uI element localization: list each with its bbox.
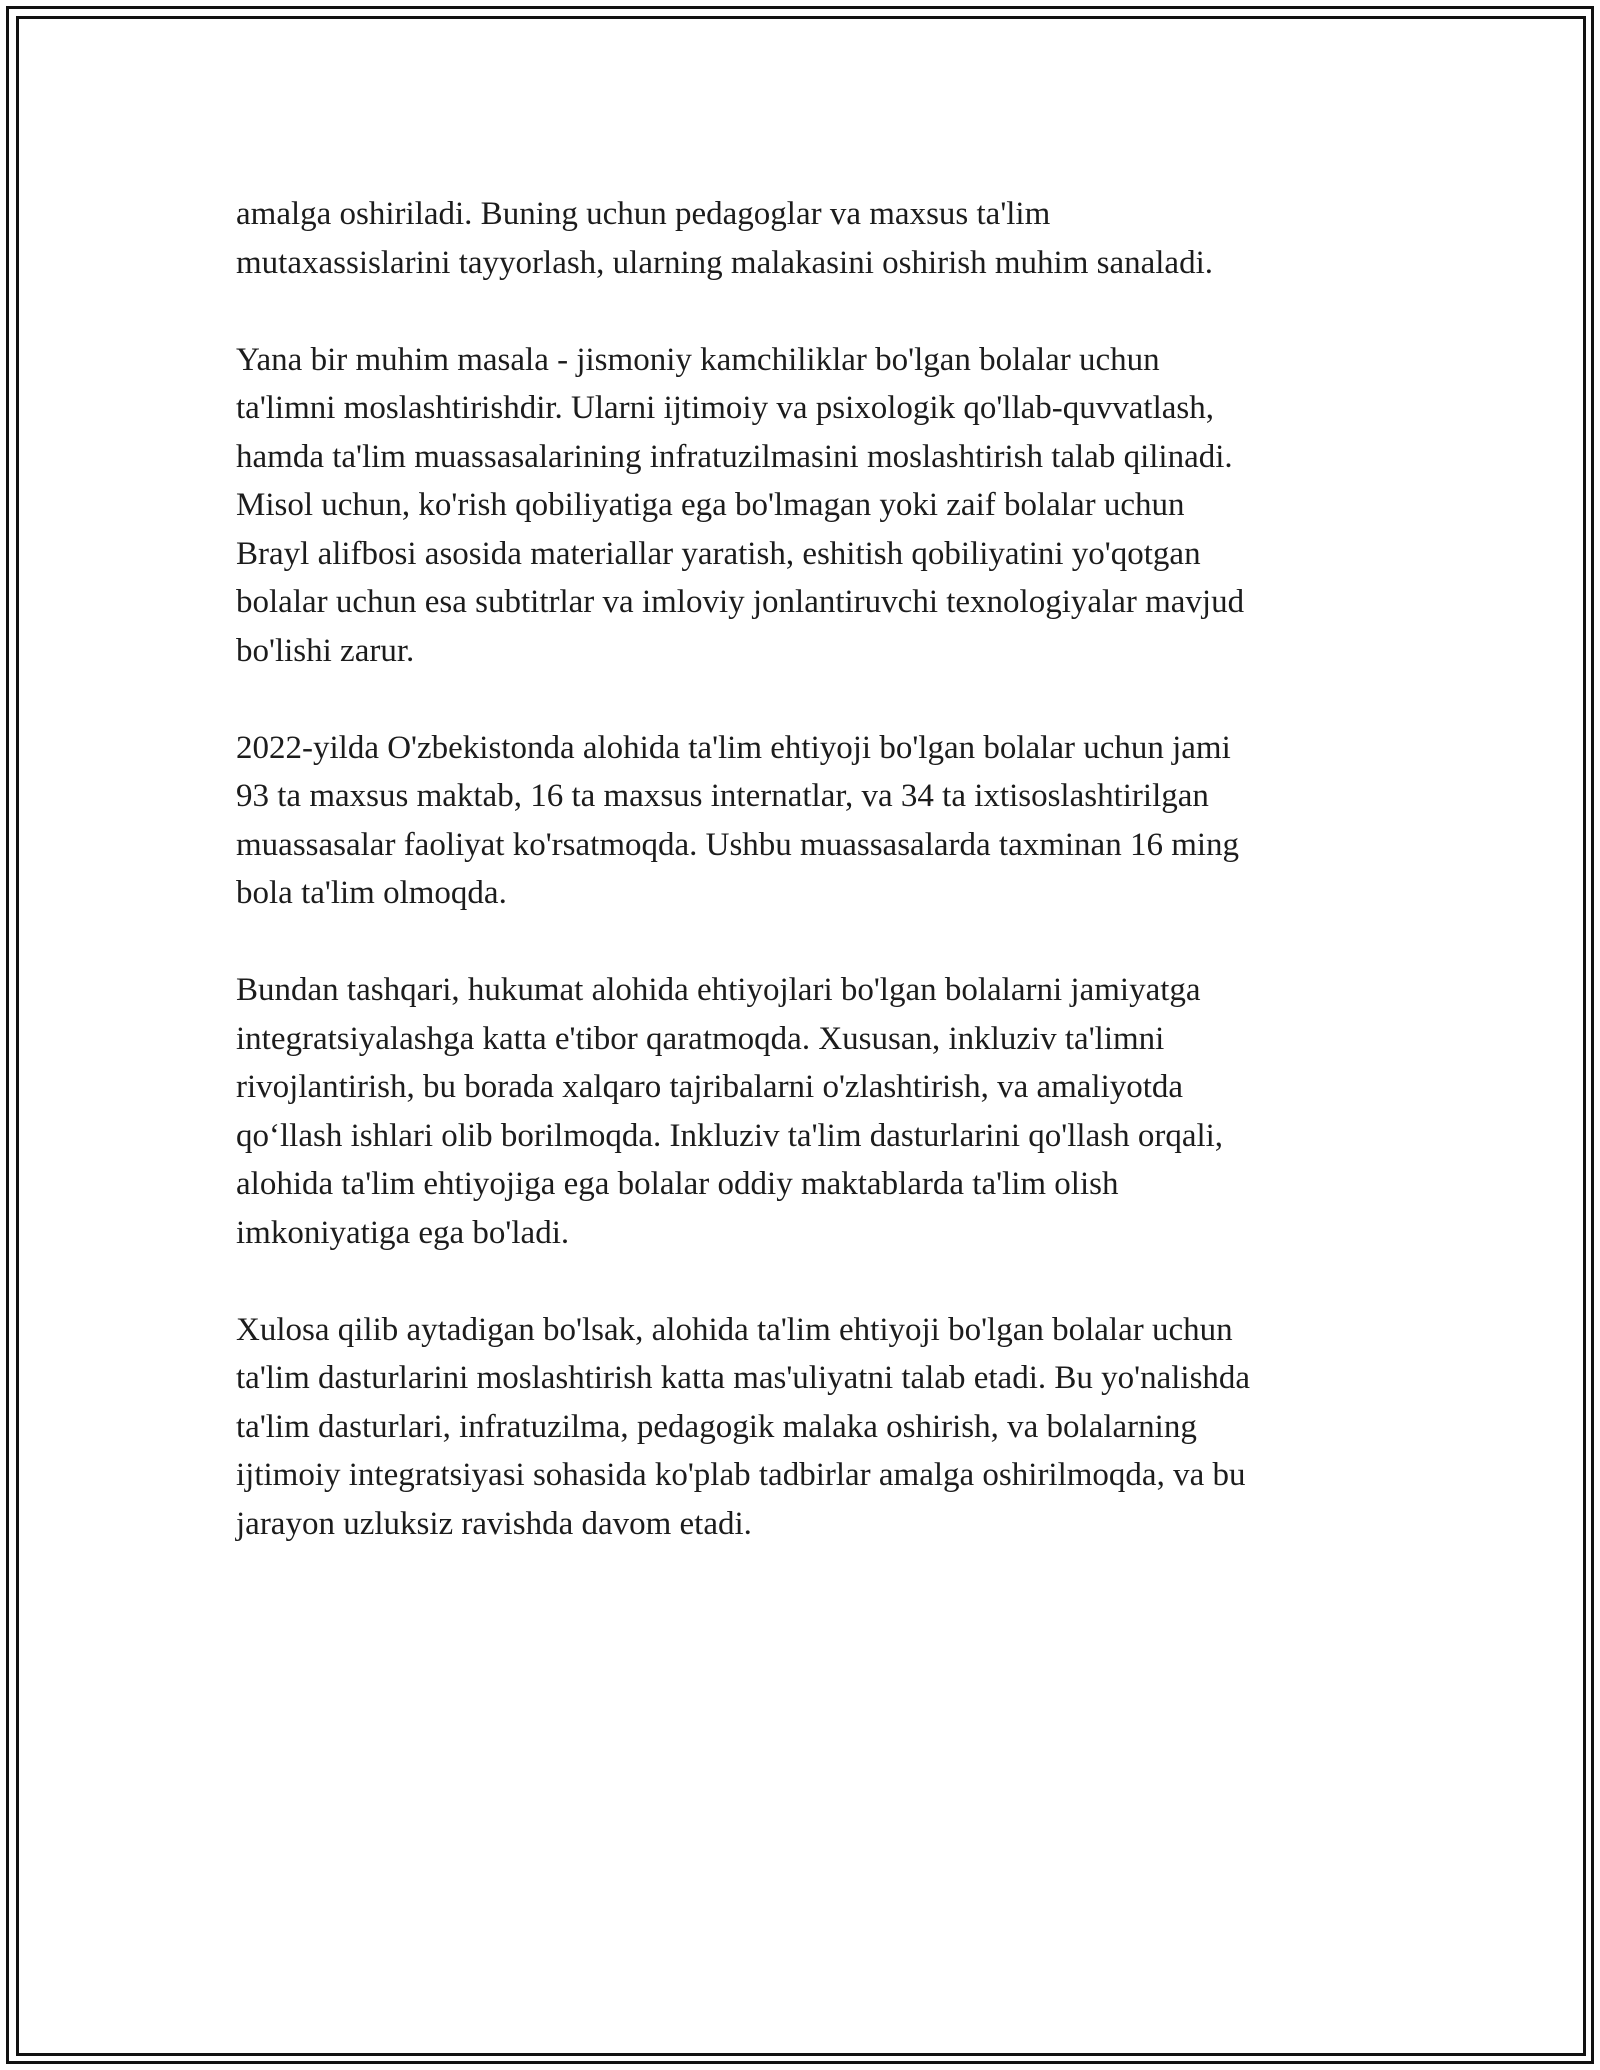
text-line: jarayon uzluksiz ravishda davom etadi. [236,1505,752,1542]
text-line: bo'lishi zarur. [236,632,415,669]
text-line: rivojlantirish, bu borada xalqaro tajribalarni o'zlashtirish, va amaliyotda [236,1069,1184,1105]
text-line: imkoniyatiga ega bo'ladi. [236,1214,570,1251]
text-line: 2022-yilda O'zbekistonda alohida ta'lim ehtiyoji bo'lgan bolalar uchun jami [236,729,1231,766]
document-body [236,190,1366,1597]
text-line: ijtimoiy integratsiyasi sohasida ko'plab tadbirlar amalga oshirilmoqda, va bu [236,1457,1246,1493]
text-line: muassasalar faoliyat ko'rsatmoqda. Ushbu muassasalarda taxminan 16 ming [236,826,1240,863]
text-line: Brayl alifbosi asosida materiallar yaratish, eshitish qobiliyatini yo'qotgan [236,535,1201,572]
text-line: ta'lim dasturlari, infratuzilma, pedagogik malaka oshirish, va bolalarning [236,1408,1197,1445]
paragraph-2 [236,336,1366,676]
text-line: ta'lim dasturlarini moslashtirish katta mas'uliyatni talab etadi. Bu yo'nalishda [236,1360,1251,1396]
text-line: bolalar uchun esa subtitrlar va imloviy jonlantiruvchi texnologiyalar mavjud [236,584,1245,620]
text-line: Yana bir muhim masala - jismoniy kamchiliklar bo'lgan bolalar uchun [236,341,1160,378]
paragraph-1 [236,190,1366,287]
text-line: 93 ta maxsus maktab, 16 ta maxsus internatlar, va 34 ta ixtisoslashtirilgan [236,778,1209,814]
text-line: alohida ta'lim ehtiyojiga ega bolalar oddiy maktablarda ta'lim olish [236,1166,1119,1202]
text-line: Misol uchun, ko'rish qobiliyatiga ega bo'lmagan yoki zaif bolalar uchun [236,487,1185,523]
text-line: mutaxassislarini tayyorlash, ularning malakasini oshirish muhim sanaladi. [236,244,1213,281]
text-line: Xulosa qilib aytadigan bo'lsak, alohida ta'lim ehtiyoji bo'lgan bolalar uchun [236,1311,1233,1348]
text-line: ta'limni moslashtirishdir. Ularni ijtimoiy va psixologik qo'llab-quvvatlash, [236,390,1214,426]
text-line: amalga oshiriladi. Buning uchun pedagoglar va maxsus ta'lim [236,196,1051,232]
paragraph-5 [236,1306,1366,1549]
text-line: bola ta'lim olmoqda. [236,875,507,911]
text-line: hamda ta'lim muassasalarining infratuzilmasini moslashtirish talab qilinadi. [236,438,1233,475]
paragraph-4 [236,966,1366,1257]
text-line: qo‘llash ishlari olib borilmoqda. Inkluziv ta'lim dasturlarini qo'llash orqali, [236,1117,1224,1154]
paragraph-3 [236,724,1366,918]
text-line: Bundan tashqari, hukumat alohida ehtiyojlari bo'lgan bolalarni jamiyatga [236,972,1201,1008]
text-line: integratsiyalashga katta e'tibor qaratmoqda. Xususan, inkluziv ta'limni [236,1020,1165,1057]
